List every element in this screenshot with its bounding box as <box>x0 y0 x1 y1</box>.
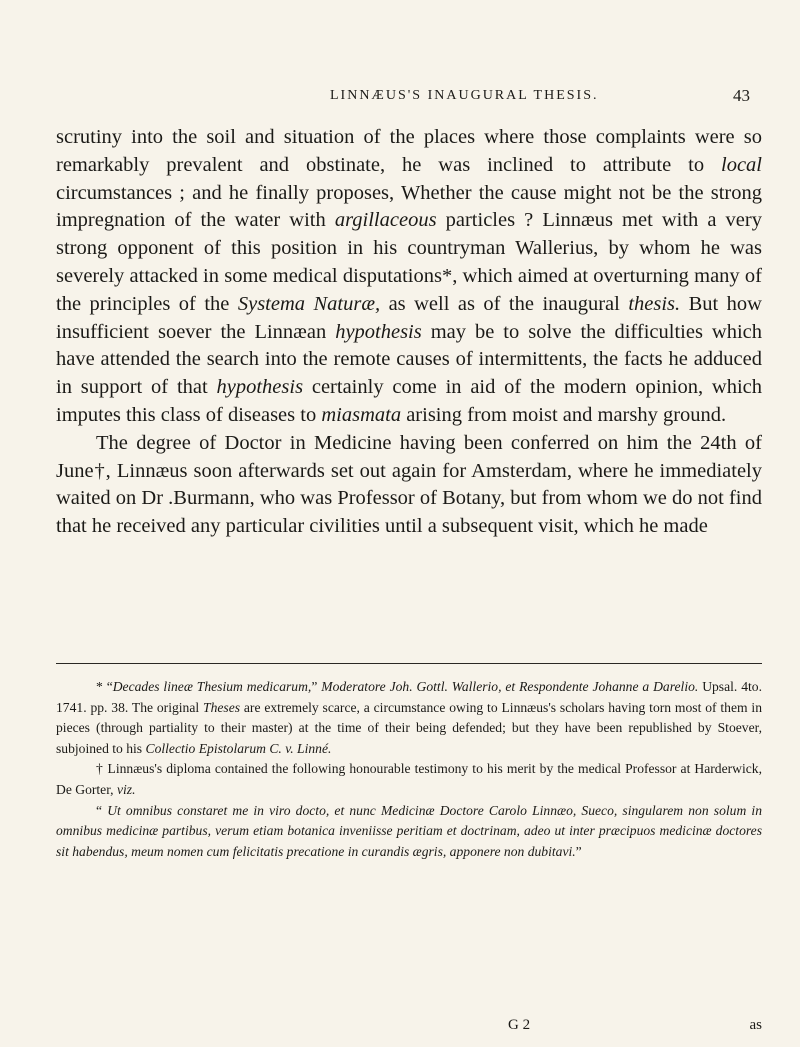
p1-text-2: circumstances ; and he finally proposes, Whether the cause might not be the strong impregnation of the water with <box>56 181 762 232</box>
catchword: as <box>749 1017 762 1033</box>
footnote-1 <box>56 677 762 759</box>
fn1-italic-moderator: Moderatore Joh. Gottl. Wallerio, et Respondente Johanne a Darelio. <box>321 679 699 694</box>
fn1-italic-title: Decades lineæ Thesium medicarum, <box>112 679 312 694</box>
fn3-latin-quote: Ut omnibus constaret me in viro docto, et nunc Medicinæ Doctore Carolo Linnæo, Sueco, singularem non solum in omnibus medicinæ partibus, verum etiam botanica inveniisse peritiam et doctrinam, adeo ut inter præcipuos medicinæ doctores sit habendus, meum nomen cum felicitatis precatione in curandis ægris, apponere non dubitavi. <box>56 802 762 859</box>
fn1-text-3: are extremely scarce, a circumstance owing to Linnæus's scholars having torn most of them in pieces (through partiality to their master) at the time of their being defended; but they have been republished by Stoever, subjoined to his <box>56 699 763 756</box>
fn1-italic-collectio: Collectio Epistolarum C. v. Linné. <box>145 740 332 756</box>
page-number: 43 <box>733 86 750 105</box>
main-text <box>56 124 762 541</box>
paragraph-2: The degree of Doctor in Medicine having been conferred on him the 24th of June†, Linnæus soon afterwards set out again for Amsterdam, where he immediately waited on Dr .Burmann, who was Professor of Botany, but from whom we do not find that he received any particular civilities until a subsequent visit, which he made <box>56 431 762 538</box>
p1-italic-hypothesis-2: hypothesis <box>216 376 304 399</box>
page-footer <box>56 1017 762 1039</box>
p1-text-3: particles ? Linnæus met with a very strong opponent of this position in his countryman Wallerius, by whom he was severely attacked in some medical disputations*, which aimed at overturning many of the principles of the <box>56 209 762 315</box>
paragraph-1 <box>56 124 762 430</box>
p1-italic-hypothesis-1: hypothesis <box>335 320 422 343</box>
p1-text-5: But how insufficient soever the Linnæan <box>56 292 762 343</box>
p1-italic-argillaceous: argillaceous <box>334 209 437 232</box>
fn1-text-1: ” <box>311 679 322 694</box>
fn2-text: † Linnæus's diploma contained the following honourable testimony to his merit by the medical Professor at Harderwick, De Gorter, <box>56 761 762 797</box>
footnote-3-quote <box>56 801 762 863</box>
footnotes <box>56 677 762 862</box>
running-title: LINNÆUS'S INAUGURAL THESIS. <box>330 88 599 103</box>
signature-mark: G 2 <box>508 1017 531 1033</box>
p1-italic-systema: Systema Naturæ, <box>237 292 381 315</box>
fn1-italic-theses: Theses <box>203 699 241 715</box>
fn2-italic-viz: viz. <box>116 781 136 797</box>
p1-italic-miasmata: miasmata <box>321 403 402 426</box>
footnote-2 <box>56 759 762 800</box>
fn1-mark: * “ <box>96 679 113 694</box>
fn3-close-quote: ” <box>575 843 582 859</box>
p1-italic-thesis: thesis. <box>628 292 681 315</box>
fn1-text-2: Upsal. 4to. 1741. pp. 38. The original <box>56 679 762 715</box>
p1-text-4: as well as of the inaugural <box>380 292 629 315</box>
p1-text-6: may be to solve the difficulties which have attended the search into the remote causes of intermittents, the facts he adduced in support of that <box>56 320 762 399</box>
p1-italic-local: local <box>721 153 762 176</box>
fn3-open-quote: “ <box>96 802 108 818</box>
p1-text-1: scrutiny into the soil and situation of the places where those complaints were so remarkably prevalent and obstinate, he was inclined to attribute to <box>56 126 762 176</box>
p1-text-8: arising from moist and marshy ground. <box>401 403 727 426</box>
footnote-rule <box>56 663 762 664</box>
p1-text-7: certainly come in aid of the modern opinion, which imputes this class of diseases to <box>56 376 763 426</box>
page-header <box>330 88 750 110</box>
